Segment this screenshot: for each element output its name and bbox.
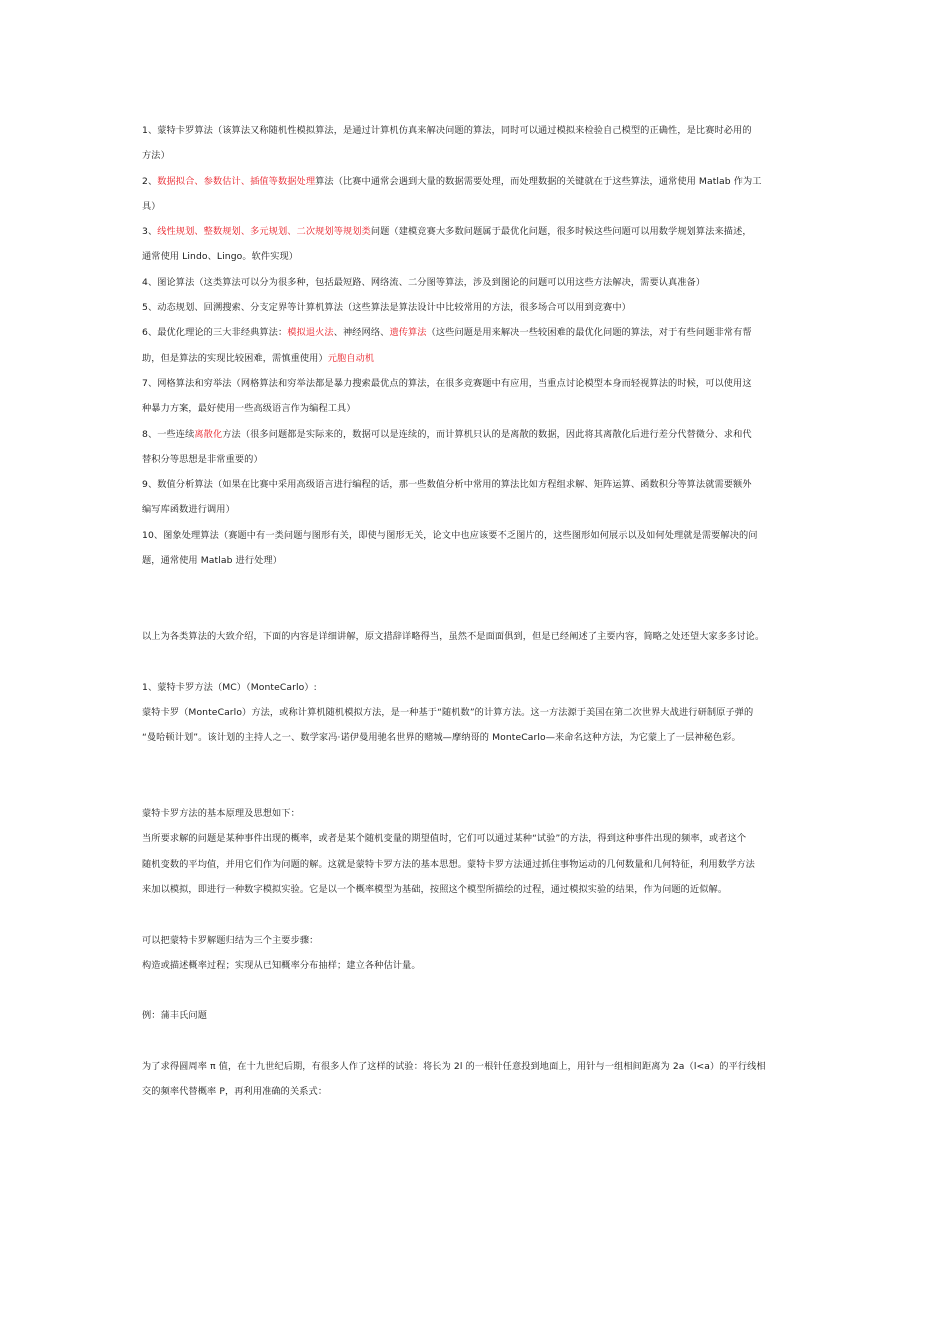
mc-intro-line: “曼哈顿计划”。该计划的主持人之一、数学家冯·诺伊曼用驰名世界的赌城—摩纳哥的 MonteCarlo—来命名这种方法，为它蒙上了一层神秘色彩。	[142, 732, 741, 744]
principle-line: 当所要求解的问题是某种事件出现的概率，或者是某个随机变量的期望值时，它们可以通过某种“试验”的方法，得到这种事件出现的频率，或者这个	[142, 833, 747, 845]
text-run: 5、动态规划、回溯搜索、分支定界等计算机算法（这些算法是算法设计中比较常用的方法，很多场合可以用到竞赛中）	[142, 302, 631, 314]
list-item-line	[142, 523, 822, 548]
list-item-line	[142, 497, 822, 522]
list-item	[142, 270, 822, 295]
example-line: 为了求得圆周率 π 值，在十九世纪后期，有很多人作了这样的试验：将长为 2l 的一根针任意投到地面上，用针与一组相间距离为 2a（l<a）的平行线相	[142, 1060, 766, 1072]
example-line: 交的频率代替概率 P，再利用准确的关系式：	[142, 1086, 328, 1098]
list-item-line	[142, 396, 822, 421]
document-page	[142, 118, 822, 1105]
example-heading: 例：蒲丰氏问题	[142, 1010, 208, 1022]
text-run: 2、	[142, 175, 158, 187]
text-run: 替积分等思想是非常重要的）	[142, 453, 263, 465]
list-item	[142, 523, 822, 574]
text-run: 具）	[142, 200, 161, 212]
text-run: 题，通常使用 Matlab 进行处理）	[142, 555, 282, 567]
list-item	[142, 422, 822, 473]
text-run: 问题（建模竞赛大多数问题属于最优化问题，很多时候这些问题可以用数学规划算法来描述，	[370, 226, 752, 238]
text-run: 方法（很多问题都是实际来的，数据可以是连续的，而计算机只认的是离散的数据，因此将其离散化后进行差分代替微分、求和代	[222, 428, 752, 440]
highlighted-text: 线性规划、整数规划、多元规划、二次规划等规划类	[157, 226, 371, 238]
highlighted-text: 元胞自动机	[327, 352, 375, 364]
mc-heading: 1、蒙特卡罗方法（MC）（MonteCarlo）:	[142, 681, 317, 693]
highlighted-text: 遗传算法	[389, 327, 427, 339]
list-item-line	[142, 295, 822, 320]
list-item	[142, 472, 822, 523]
text-run: 方法）	[142, 150, 170, 162]
text-run: 9、数值分析算法（如果在比赛中采用高级语言进行编程的话，那一些数值分析中常用的算法比如方程组求解、矩阵运算、函数积分等算法就需要额外	[142, 479, 752, 491]
list-item-line	[142, 169, 822, 194]
text-run: （这些问题是用来解决一些较困难的最优化问题的算法，对于有些问题非常有帮	[426, 327, 752, 339]
list-item	[142, 219, 822, 270]
list-item-line	[142, 472, 822, 497]
text-run: 种暴力方案，最好使用一些高级语言作为编程工具）	[142, 403, 356, 415]
list-item	[142, 320, 822, 371]
text-run: 1、蒙特卡罗算法（该算法又称随机性模拟算法，是通过计算机仿真来解决问题的算法，同时可以通过模拟来检验自己模型的正确性，是比赛时必用的	[142, 125, 752, 136]
highlighted-text: 模拟退火法	[287, 327, 334, 339]
text-run: 、神经网络、	[333, 327, 390, 339]
list-item-line	[142, 548, 822, 573]
text-run: 3、	[142, 226, 158, 238]
list-item-line	[142, 244, 822, 269]
text-run: 算法（比赛中通常会遇到大量的数据需要处理，而处理数据的关键就在于这些算法，通常使用 Matlab 作为工	[315, 175, 762, 187]
summary-paragraph: 以上为各类算法的大致介绍，下面的内容是详细讲解，原文措辞详略得当，虽然不是面面俱到，但是已经阐述了主要内容，简略之处还望大家多多讨论。	[142, 630, 765, 642]
list-item	[142, 118, 822, 169]
text-run: 助，但是算法的实现比较困难，需慎重使用）	[142, 352, 328, 364]
list-item-line	[142, 371, 822, 396]
text-run: 6、最优化理论的三大非经典算法：	[142, 327, 288, 339]
algorithm-list	[142, 118, 822, 573]
principle-line: 随机变数的平均值，并用它们作为问题的解。这就是蒙特卡罗方法的基本思想。蒙特卡罗方法通过抓住事物运动的几何数量和几何特征，利用数学方法	[142, 858, 755, 870]
list-item-line	[142, 194, 822, 219]
list-item-line	[142, 422, 822, 447]
text-run: 编写库函数进行调用）	[142, 504, 235, 516]
list-item-line	[142, 219, 822, 244]
steps-text: 构造或描述概率过程；实现从已知概率分布抽样；建立各种估计量。	[142, 959, 421, 971]
text-run: 通常使用 Lindo、Lingo。软件实现）	[142, 251, 299, 263]
list-item	[142, 371, 822, 422]
highlighted-text: 数据拟合、参数估计、插值等数据处理	[157, 175, 316, 187]
list-item	[142, 169, 822, 220]
steps-heading: 可以把蒙特卡罗解题归结为三个主要步骤：	[142, 934, 319, 946]
list-item-line	[142, 143, 822, 168]
principle-line: 来加以模拟，即进行一种数字模拟实验。它是以一个概率模型为基础，按照这个模型所描绘的过程，通过模拟实验的结果，作为问题的近似解。	[142, 883, 728, 895]
text-run: 7、网格算法和穷举法（网格算法和穷举法都是暴力搜索最优点的算法，在很多竞赛题中有应用，当重点讨论模型本身而轻视算法的时候，可以使用这	[142, 377, 752, 389]
list-item-line	[142, 346, 822, 371]
principle-heading: 蒙特卡罗方法的基本原理及思想如下：	[142, 808, 300, 820]
text-run: 10、图象处理算法（赛题中有一类问题与图形有关，即使与图形无关，论文中也应该要不乏图片的，这些图形如何展示以及如何处理就是需要解决的问	[142, 529, 758, 541]
list-item-line	[142, 447, 822, 472]
list-item-line	[142, 118, 822, 143]
list-item	[142, 295, 822, 320]
text-run: 8、一些连续	[142, 428, 195, 440]
text-run: 4、图论算法（这类算法可以分为很多种，包括最短路、网络流、二分图等算法，涉及到图论的问题可以用这些方法解决，需要认真准备）	[142, 276, 706, 288]
list-item-line	[142, 270, 822, 295]
mc-intro-line: 蒙特卡罗（MonteCarlo）方法，或称计算机随机模拟方法，是一种基于“随机数”的计算方法。这一方法源于美国在第二次世界大战进行研制原子弹的	[142, 706, 754, 718]
highlighted-text: 离散化	[194, 428, 223, 440]
list-item-line	[142, 320, 822, 345]
